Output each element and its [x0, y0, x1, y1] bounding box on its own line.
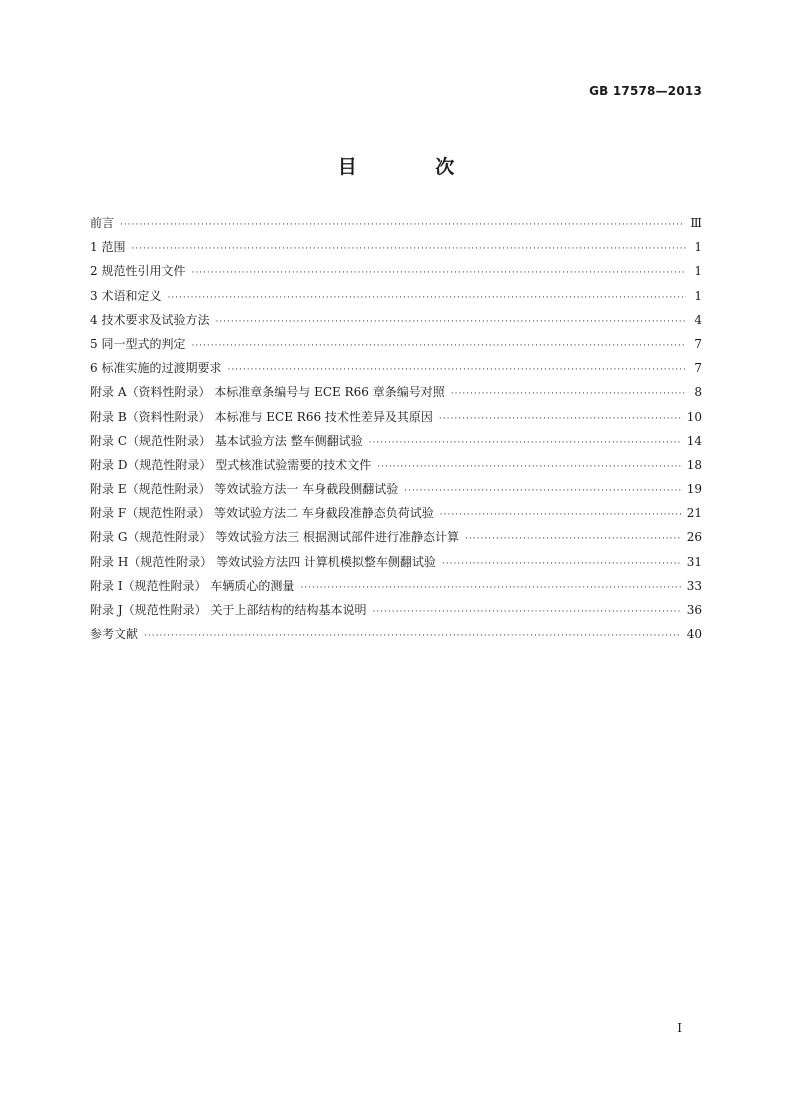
toc-entry-appendix-e[interactable]	[90, 480, 702, 504]
leader-dots	[300, 583, 680, 593]
leader-dots	[144, 631, 681, 641]
toc-entry-label: 1 范围	[90, 240, 126, 255]
toc-entry-label: 2 规范性引用文件	[90, 264, 186, 279]
toc-entry-page: 21	[686, 506, 702, 521]
toc-entry-page: 1	[694, 240, 702, 255]
toc-entry-appendix-b[interactable]	[90, 408, 702, 432]
leader-dots	[451, 389, 686, 399]
toc-entry-page: 1	[694, 288, 702, 303]
toc-entry-appendix-i[interactable]	[90, 577, 702, 601]
toc-entry-page: 33	[686, 578, 702, 593]
toc-entry-label: 附录 H（规范性附录） 等效试验方法四 计算机模拟整车侧翻试验	[90, 554, 436, 569]
leader-dots	[215, 317, 686, 327]
leader-dots	[167, 293, 686, 303]
toc-entry-page: 18	[686, 457, 702, 472]
toc-entry-5[interactable]	[90, 335, 702, 359]
toc-entry-references[interactable]	[90, 625, 702, 649]
toc-entry-page: 8	[694, 385, 702, 400]
leader-dots	[372, 607, 680, 617]
toc-entry-page: 1	[694, 264, 702, 279]
leader-dots	[439, 414, 681, 424]
toc-entry-label: 附录 D（规范性附录） 型式核准试验需要的技术文件	[90, 457, 372, 472]
toc-entry-page: 10	[686, 409, 702, 424]
toc-entry-label: 附录 F（规范性附录） 等效试验方法二 车身截段准静态负荷试验	[90, 506, 434, 521]
toc-entry-page: 7	[694, 361, 702, 376]
toc-entry-page: 26	[686, 530, 702, 545]
toc-entry-label: 参考文献	[90, 627, 139, 642]
leader-dots	[191, 341, 686, 351]
toc-entry-label: 3 术语和定义	[90, 288, 162, 303]
toc-entry-appendix-f[interactable]	[90, 504, 702, 528]
toc-entry-label: 5 同一型式的判定	[90, 336, 186, 351]
toc-entry-label: 前言	[90, 216, 115, 230]
leader-dots	[404, 486, 681, 496]
toc-entry-appendix-a[interactable]	[90, 383, 702, 407]
toc-entry-label: 附录 E（规范性附录） 等效试验方法一 车身截段侧翻试验	[90, 482, 399, 497]
standard-number: GB 17578—2013	[589, 84, 702, 98]
toc-entry-label: 附录 G（规范性附录） 等效试验方法三 根据测试部件进行准静态计算	[90, 530, 460, 545]
toc-entry-page: 31	[686, 554, 702, 569]
toc-entry-2[interactable]	[90, 262, 702, 286]
toc-entry-appendix-j[interactable]	[90, 601, 702, 625]
toc-entry-page: Ⅲ	[690, 216, 702, 230]
leader-dots	[131, 244, 686, 254]
leader-dots	[377, 462, 680, 472]
toc-entry-foreword[interactable]	[90, 214, 702, 238]
leader-dots	[442, 559, 681, 569]
toc-entry-1[interactable]	[90, 238, 702, 262]
toc-entry-label: 4 技术要求及试验方法	[90, 312, 210, 327]
table-of-contents	[90, 214, 702, 649]
toc-entry-appendix-g[interactable]	[90, 528, 702, 552]
toc-entry-label: 附录 J（规范性附录） 关于上部结构的结构基本说明	[90, 603, 367, 617]
toc-entry-label: 附录 A（资料性附录） 本标准章条编号与 ECE R66 章条编号对照	[90, 385, 445, 400]
toc-entry-page: 4	[694, 312, 702, 327]
toc-entry-4[interactable]	[90, 311, 702, 335]
toc-entry-page: 36	[686, 603, 702, 617]
leader-dots	[227, 365, 686, 375]
toc-entry-page: 14	[686, 433, 702, 448]
toc-entry-page: 40	[686, 627, 702, 642]
leader-dots	[120, 220, 684, 230]
toc-entry-label: 附录 I（规范性附录） 车辆质心的测量	[90, 578, 295, 593]
toc-entry-appendix-h[interactable]	[90, 553, 702, 577]
toc-entry-3[interactable]	[90, 287, 702, 311]
page-title: 目 次	[337, 156, 491, 178]
toc-entry-appendix-d[interactable]	[90, 456, 702, 480]
toc-entry-page: 19	[686, 482, 702, 497]
toc-entry-label: 6 标准实施的过渡期要求	[90, 361, 222, 376]
leader-dots	[191, 268, 686, 278]
leader-dots	[465, 534, 681, 544]
page-number: I	[677, 1021, 682, 1035]
toc-entry-label: 附录 C（规范性附录） 基本试验方法 整车侧翻试验	[90, 433, 363, 448]
leader-dots	[369, 438, 681, 448]
toc-entry-label: 附录 B（资料性附录） 本标准与 ECE R66 技术性差异及其原因	[90, 409, 433, 424]
toc-entry-page: 7	[694, 336, 702, 351]
toc-entry-appendix-c[interactable]	[90, 432, 702, 456]
toc-entry-6[interactable]	[90, 359, 702, 383]
leader-dots	[440, 510, 681, 520]
